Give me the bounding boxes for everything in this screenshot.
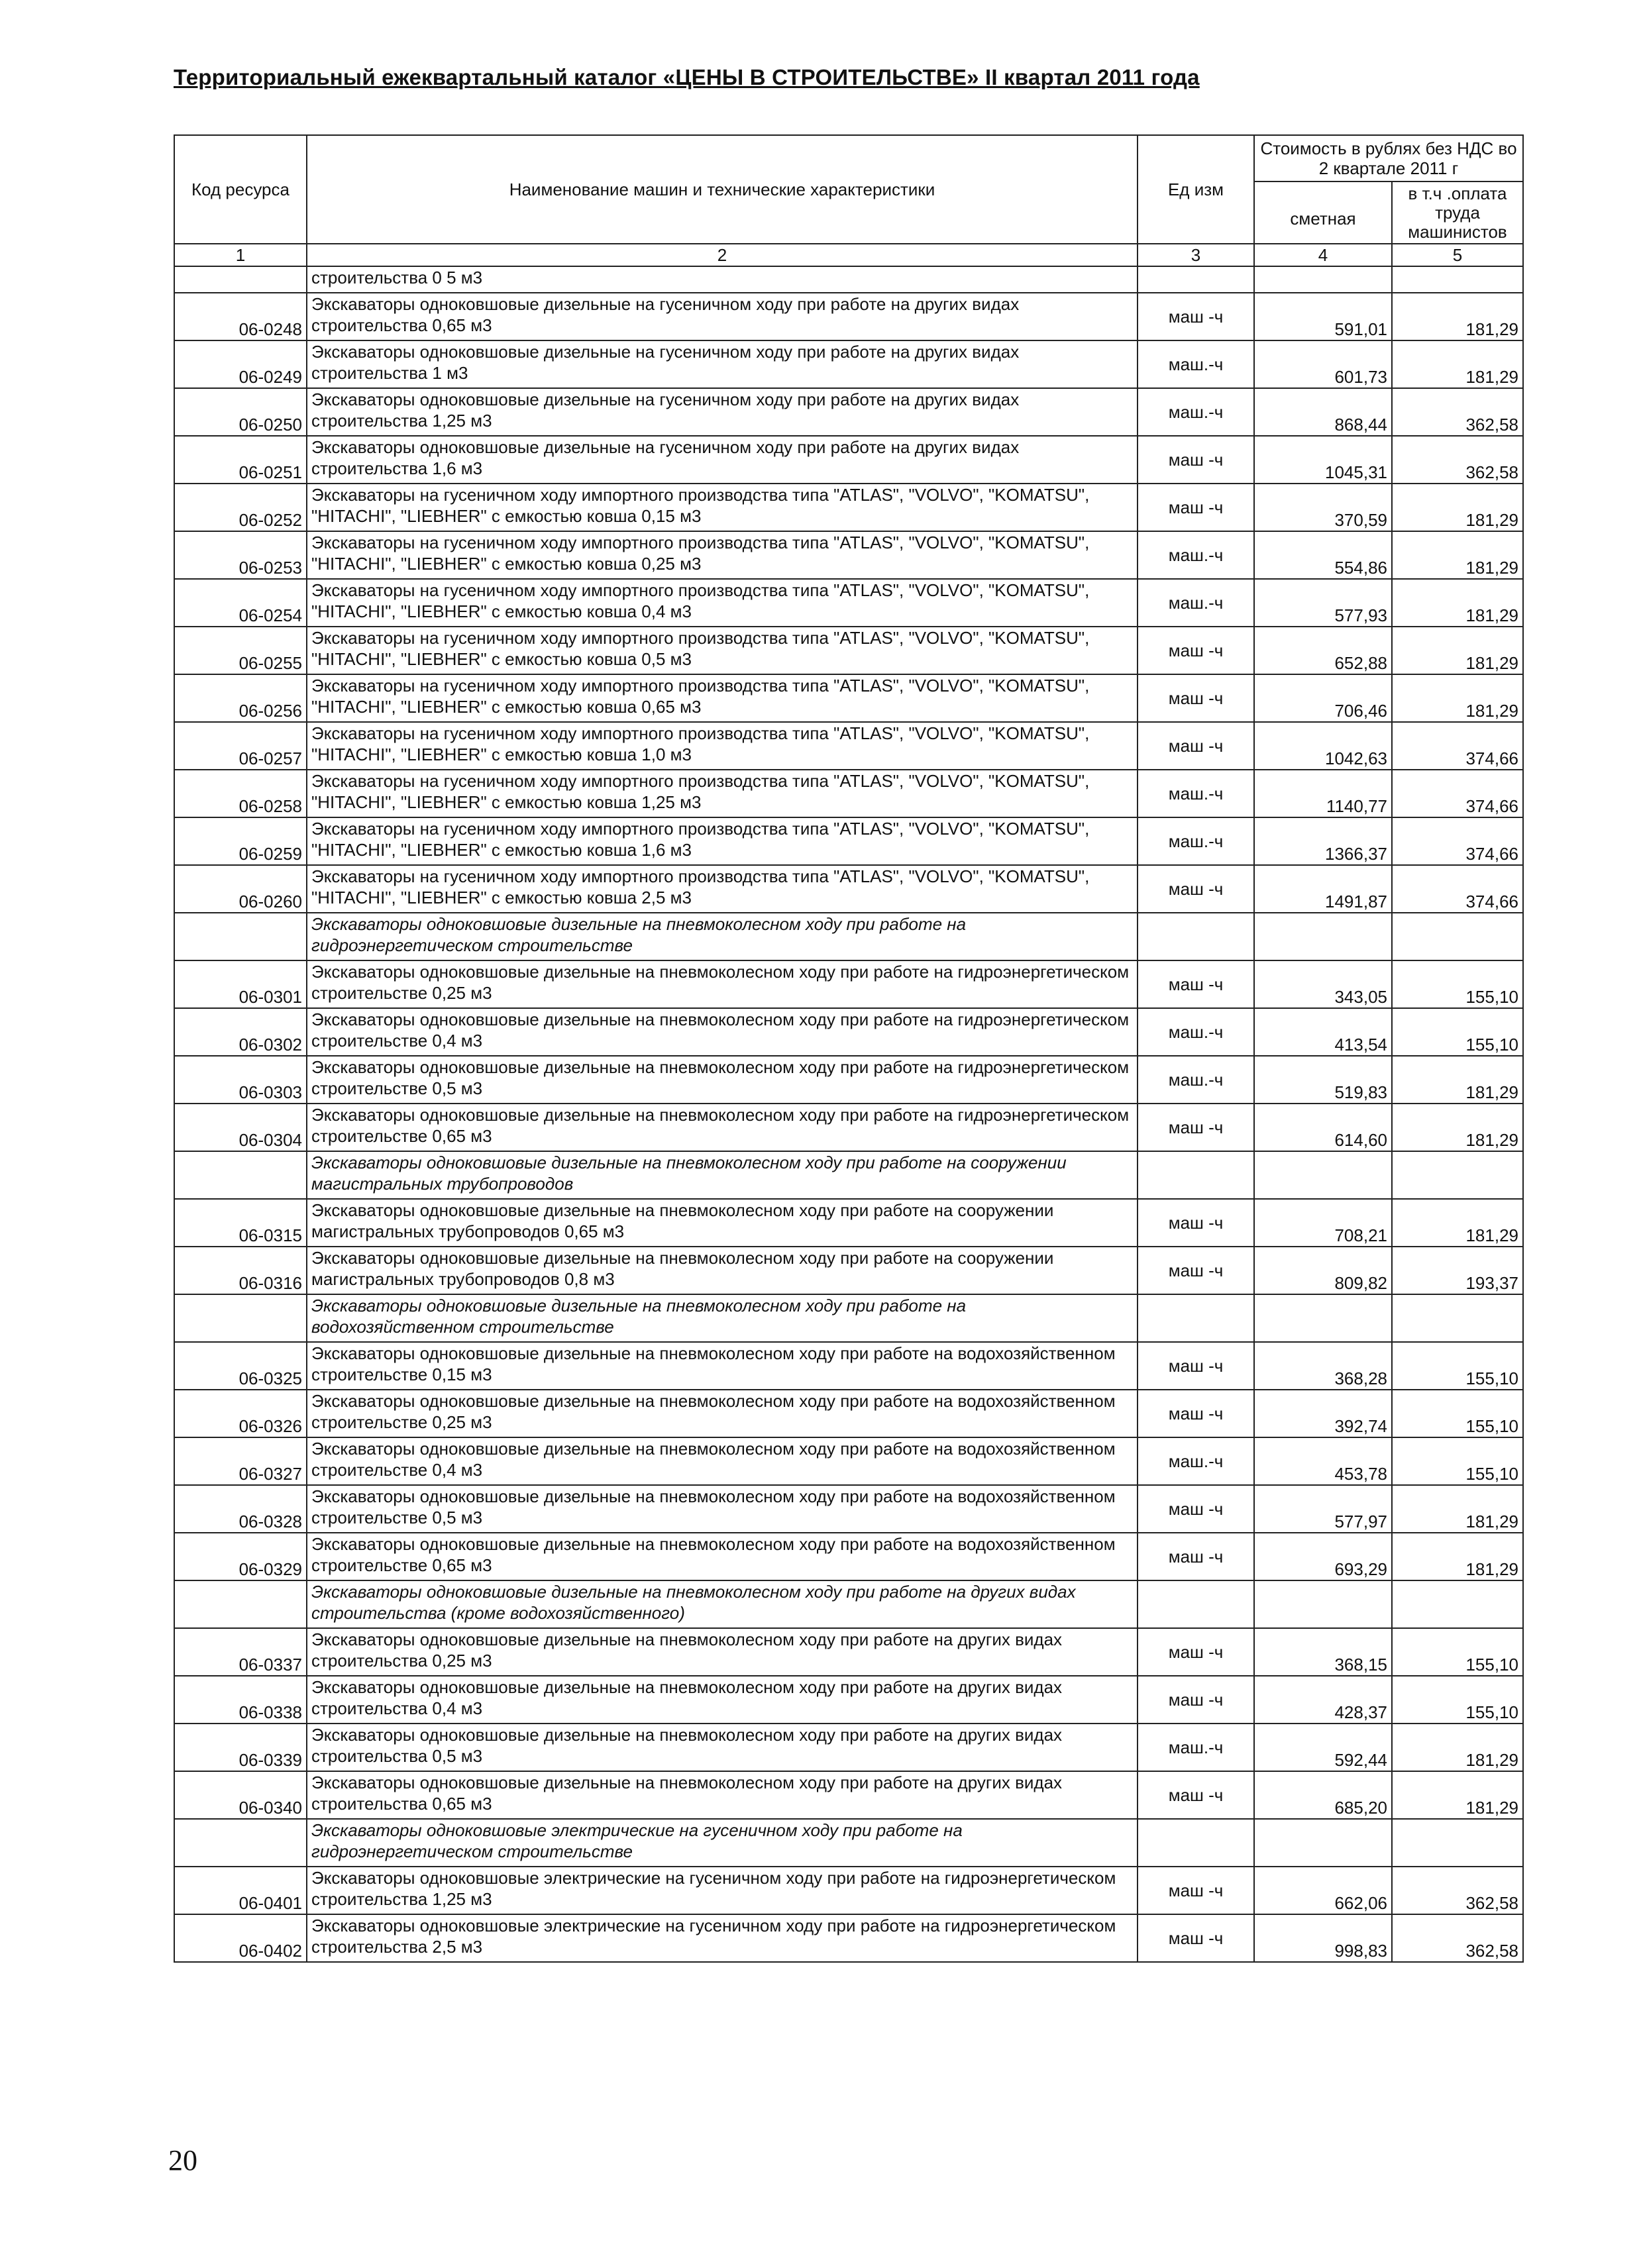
table-row bbox=[174, 484, 1523, 531]
resource-code: 06-0326 bbox=[174, 1390, 307, 1437]
machine-name: Экскаваторы одноковшовые дизельные на пневмоколесном ходу при работе на водохозяйственном строительстве 0,4 м3 bbox=[307, 1437, 1138, 1485]
table-row bbox=[174, 1247, 1523, 1294]
operator-labor-cost bbox=[1392, 1151, 1523, 1199]
resource-code: 06-0329 bbox=[174, 1533, 307, 1580]
machine-name: Экскаваторы одноковшовые дизельные на пневмоколесном ходу при работе на гидроэнергетическом строительстве 0,4 м3 bbox=[307, 1008, 1138, 1056]
operator-labor-cost bbox=[1392, 1819, 1523, 1867]
unit-of-measure bbox=[1138, 913, 1254, 960]
unit-of-measure: маш -ч bbox=[1138, 1342, 1254, 1390]
table-row bbox=[174, 293, 1523, 340]
machine-name: Экскаваторы одноковшовые электрические на гусеничном ходу при работе на гидроэнергетическом строительстве bbox=[307, 1819, 1138, 1867]
table-row bbox=[174, 1628, 1523, 1676]
operator-labor-cost: 155,10 bbox=[1392, 1008, 1523, 1056]
resource-code: 06-0251 bbox=[174, 436, 307, 484]
unit-of-measure bbox=[1138, 266, 1254, 293]
operator-labor-cost: 181,29 bbox=[1392, 579, 1523, 627]
estimate-price: 592,44 bbox=[1254, 1724, 1392, 1771]
estimate-price: 1366,37 bbox=[1254, 817, 1392, 865]
table-row bbox=[174, 1390, 1523, 1437]
table-row bbox=[174, 1342, 1523, 1390]
table-row bbox=[174, 1199, 1523, 1247]
group-heading-row bbox=[174, 1580, 1523, 1628]
operator-labor-cost: 362,58 bbox=[1392, 1914, 1523, 1962]
operator-labor-cost bbox=[1392, 1294, 1523, 1342]
operator-labor-cost: 362,58 bbox=[1392, 1867, 1523, 1914]
machine-name: Экскаваторы одноковшовые дизельные на гусеничном ходу при работе на других видах строительства 0,65 м3 bbox=[307, 293, 1138, 340]
header-cost: Стоимость в рублях без НДС во 2 квартале 2011 г bbox=[1254, 135, 1523, 181]
operator-labor-cost bbox=[1392, 266, 1523, 293]
unit-of-measure: маш -ч bbox=[1138, 1628, 1254, 1676]
operator-labor-cost: 181,29 bbox=[1392, 1056, 1523, 1104]
resource-code: 06-0315 bbox=[174, 1199, 307, 1247]
resource-code: 06-0402 bbox=[174, 1914, 307, 1962]
operator-labor-cost: 155,10 bbox=[1392, 1628, 1523, 1676]
estimate-price: 809,82 bbox=[1254, 1247, 1392, 1294]
machine-name: Экскаваторы на гусеничном ходу импортного производства типа "ATLAS", "VOLVO", "KOMATSU", "HITACHI", "LIEBHER" с емкостью ковша 0,15 м3 bbox=[307, 484, 1138, 531]
estimate-price: 693,29 bbox=[1254, 1533, 1392, 1580]
machine-name: Экскаваторы одноковшовые дизельные на пневмоколесном ходу при работе на сооружении магистральных трубопроводов bbox=[307, 1151, 1138, 1199]
unit-of-measure bbox=[1138, 1580, 1254, 1628]
estimate-price: 554,86 bbox=[1254, 531, 1392, 579]
resource-code: 06-0338 bbox=[174, 1676, 307, 1724]
machine-name: Экскаваторы одноковшовые дизельные на пневмоколесном ходу при работе на водохозяйственном строительстве 0,25 м3 bbox=[307, 1390, 1138, 1437]
estimate-price: 1045,31 bbox=[1254, 436, 1392, 484]
table-row bbox=[174, 627, 1523, 674]
table-row bbox=[174, 722, 1523, 770]
machine-name: Экскаваторы одноковшовые дизельные на пневмоколесном ходу при работе на гидроэнергетическом строительстве 0,25 м3 bbox=[307, 960, 1138, 1008]
group-heading-row bbox=[174, 1819, 1523, 1867]
estimate-price: 662,06 bbox=[1254, 1867, 1392, 1914]
table-row bbox=[174, 1437, 1523, 1485]
unit-of-measure: маш.-ч bbox=[1138, 1056, 1254, 1104]
machine-name: Экскаваторы одноковшовые дизельные на пневмоколесном ходу при работе на водохозяйственном строительстве 0,65 м3 bbox=[307, 1533, 1138, 1580]
resource-code: 06-0302 bbox=[174, 1008, 307, 1056]
operator-labor-cost bbox=[1392, 1580, 1523, 1628]
group-heading-row bbox=[174, 1151, 1523, 1199]
header-estimate: сметная bbox=[1254, 181, 1392, 244]
unit-of-measure: маш -ч bbox=[1138, 1104, 1254, 1151]
resource-code: 06-0259 bbox=[174, 817, 307, 865]
page-number: 20 bbox=[168, 2144, 197, 2177]
resource-code bbox=[174, 266, 307, 293]
machine-name: Экскаваторы на гусеничном ходу импортного производства типа "ATLAS", "VOLVO", "KOMATSU", "HITACHI", "LIEBHER" с емкостью ковша 2,5 м3 bbox=[307, 865, 1138, 913]
operator-labor-cost: 155,10 bbox=[1392, 1342, 1523, 1390]
table-row bbox=[174, 436, 1523, 484]
unit-of-measure: маш -ч bbox=[1138, 293, 1254, 340]
machine-name: Экскаваторы на гусеничном ходу импортного производства типа "ATLAS", "VOLVO", "KOMATSU", "HITACHI", "LIEBHER" с емкостью ковша 0,4 м3 bbox=[307, 579, 1138, 627]
header-labor: в т.ч .оплата труда машинистов bbox=[1392, 181, 1523, 244]
machine-name: Экскаваторы одноковшовые дизельные на пневмоколесном ходу при работе на гидроэнергетическом строительстве bbox=[307, 913, 1138, 960]
estimate-price bbox=[1254, 1580, 1392, 1628]
table-row bbox=[174, 817, 1523, 865]
estimate-price: 577,97 bbox=[1254, 1485, 1392, 1533]
operator-labor-cost: 181,29 bbox=[1392, 674, 1523, 722]
table-row bbox=[174, 1724, 1523, 1771]
estimate-price bbox=[1254, 1294, 1392, 1342]
operator-labor-cost: 181,29 bbox=[1392, 484, 1523, 531]
machine-name: Экскаваторы на гусеничном ходу импортного производства типа "ATLAS", "VOLVO", "KOMATSU", "HITACHI", "LIEBHER" с емкостью ковша 0,25 м3 bbox=[307, 531, 1138, 579]
operator-labor-cost: 181,29 bbox=[1392, 627, 1523, 674]
unit-of-measure: маш -ч bbox=[1138, 1247, 1254, 1294]
table-row bbox=[174, 770, 1523, 817]
machine-name: Экскаваторы одноковшовые дизельные на пневмоколесном ходу при работе на водохозяйственном строительстве bbox=[307, 1294, 1138, 1342]
estimate-price: 577,93 bbox=[1254, 579, 1392, 627]
resource-code: 06-0337 bbox=[174, 1628, 307, 1676]
machine-name: Экскаваторы одноковшовые дизельные на гусеничном ходу при работе на других видах строительства 1,25 м3 bbox=[307, 388, 1138, 436]
machine-name: Экскаваторы одноковшовые дизельные на пневмоколесном ходу при работе на гидроэнергетическом строительстве 0,65 м3 bbox=[307, 1104, 1138, 1151]
machine-name: строительства 0 5 м3 bbox=[307, 266, 1138, 293]
machine-name: Экскаваторы одноковшовые дизельные на пневмоколесном ходу при работе на водохозяйственном строительстве 0,15 м3 bbox=[307, 1342, 1138, 1390]
estimate-price: 614,60 bbox=[1254, 1104, 1392, 1151]
machine-name: Экскаваторы на гусеничном ходу импортного производства типа "ATLAS", "VOLVO", "KOMATSU", "HITACHI", "LIEBHER" с емкостью ковша 1,25 м3 bbox=[307, 770, 1138, 817]
operator-labor-cost: 374,66 bbox=[1392, 817, 1523, 865]
resource-code: 06-0303 bbox=[174, 1056, 307, 1104]
operator-labor-cost: 155,10 bbox=[1392, 1390, 1523, 1437]
unit-of-measure: маш.-ч bbox=[1138, 1437, 1254, 1485]
table-row bbox=[174, 1533, 1523, 1580]
price-table bbox=[174, 134, 1524, 1963]
estimate-price: 868,44 bbox=[1254, 388, 1392, 436]
operator-labor-cost: 181,29 bbox=[1392, 1199, 1523, 1247]
table-row bbox=[174, 865, 1523, 913]
unit-of-measure: маш.-ч bbox=[1138, 1008, 1254, 1056]
table-row bbox=[174, 531, 1523, 579]
resource-code: 06-0339 bbox=[174, 1724, 307, 1771]
estimate-price: 368,28 bbox=[1254, 1342, 1392, 1390]
machine-name: Экскаваторы одноковшовые дизельные на пневмоколесном ходу при работе на гидроэнергетическом строительстве 0,5 м3 bbox=[307, 1056, 1138, 1104]
estimate-price bbox=[1254, 1819, 1392, 1867]
unit-of-measure: маш -ч bbox=[1138, 1485, 1254, 1533]
estimate-price: 1491,87 bbox=[1254, 865, 1392, 913]
machine-name: Экскаваторы одноковшовые дизельные на пневмоколесном ходу при работе на других видах строительства (кроме водохозяйственного) bbox=[307, 1580, 1138, 1628]
resource-code: 06-0304 bbox=[174, 1104, 307, 1151]
operator-labor-cost: 181,29 bbox=[1392, 1533, 1523, 1580]
table-row bbox=[174, 1914, 1523, 1962]
unit-of-measure: маш -ч bbox=[1138, 960, 1254, 1008]
resource-code: 06-0301 bbox=[174, 960, 307, 1008]
machine-name: Экскаваторы одноковшовые дизельные на пневмоколесном ходу при работе на других видах строительства 0,65 м3 bbox=[307, 1771, 1138, 1819]
machine-name: Экскаваторы одноковшовые дизельные на пневмоколесном ходу при работе на водохозяйственном строительстве 0,5 м3 bbox=[307, 1485, 1138, 1533]
operator-labor-cost: 193,37 bbox=[1392, 1247, 1523, 1294]
machine-name: Экскаваторы на гусеничном ходу импортного производства типа "ATLAS", "VOLVO", "KOMATSU", "HITACHI", "LIEBHER" с емкостью ковша 0,5 м3 bbox=[307, 627, 1138, 674]
unit-of-measure: маш.-ч bbox=[1138, 817, 1254, 865]
estimate-price: 601,73 bbox=[1254, 340, 1392, 388]
machine-name: Экскаваторы одноковшовые дизельные на гусеничном ходу при работе на других видах строительства 1 м3 bbox=[307, 340, 1138, 388]
resource-code: 06-0254 bbox=[174, 579, 307, 627]
estimate-price: 998,83 bbox=[1254, 1914, 1392, 1962]
operator-labor-cost: 155,10 bbox=[1392, 960, 1523, 1008]
unit-of-measure: маш.-ч bbox=[1138, 531, 1254, 579]
resource-code: 06-0248 bbox=[174, 293, 307, 340]
machine-name: Экскаваторы одноковшовые дизельные на пневмоколесном ходу при работе на сооружении магистральных трубопроводов 0,8 м3 bbox=[307, 1247, 1138, 1294]
column-number: 5 bbox=[1392, 244, 1523, 266]
estimate-price: 708,21 bbox=[1254, 1199, 1392, 1247]
unit-of-measure: маш.-ч bbox=[1138, 340, 1254, 388]
column-number: 3 bbox=[1138, 244, 1254, 266]
table-header bbox=[174, 135, 1523, 266]
resource-code: 06-0327 bbox=[174, 1437, 307, 1485]
operator-labor-cost: 181,29 bbox=[1392, 531, 1523, 579]
unit-of-measure: маш -ч bbox=[1138, 1676, 1254, 1724]
resource-code: 06-0316 bbox=[174, 1247, 307, 1294]
machine-name: Экскаваторы одноковшовые электрические на гусеничном ходу при работе на гидроэнергетическом строительства 1,25 м3 bbox=[307, 1867, 1138, 1914]
operator-labor-cost: 181,29 bbox=[1392, 340, 1523, 388]
estimate-price: 685,20 bbox=[1254, 1771, 1392, 1819]
resource-code: 06-0256 bbox=[174, 674, 307, 722]
unit-of-measure: маш -ч bbox=[1138, 722, 1254, 770]
machine-name: Экскаваторы на гусеничном ходу импортного производства типа "ATLAS", "VOLVO", "KOMATSU", "HITACHI", "LIEBHER" с емкостью ковша 1,0 м3 bbox=[307, 722, 1138, 770]
table-row bbox=[174, 1485, 1523, 1533]
estimate-price: 519,83 bbox=[1254, 1056, 1392, 1104]
operator-labor-cost: 155,10 bbox=[1392, 1437, 1523, 1485]
resource-code: 06-0249 bbox=[174, 340, 307, 388]
resource-code bbox=[174, 913, 307, 960]
unit-of-measure: маш -ч bbox=[1138, 1867, 1254, 1914]
operator-labor-cost: 374,66 bbox=[1392, 770, 1523, 817]
table-row bbox=[174, 340, 1523, 388]
resource-code bbox=[174, 1294, 307, 1342]
resource-code: 06-0328 bbox=[174, 1485, 307, 1533]
estimate-price bbox=[1254, 266, 1392, 293]
header-code: Код ресурса bbox=[174, 135, 307, 244]
unit-of-measure: маш -ч bbox=[1138, 484, 1254, 531]
table-row bbox=[174, 1056, 1523, 1104]
unit-of-measure: маш -ч bbox=[1138, 436, 1254, 484]
machine-name: Экскаваторы на гусеничном ходу импортного производства типа "ATLAS", "VOLVO", "KOMATSU", "HITACHI", "LIEBHER" с емкостью ковша 1,6 м3 bbox=[307, 817, 1138, 865]
estimate-price: 428,37 bbox=[1254, 1676, 1392, 1724]
table-row bbox=[174, 388, 1523, 436]
operator-labor-cost: 181,29 bbox=[1392, 1485, 1523, 1533]
operator-labor-cost: 155,10 bbox=[1392, 1676, 1523, 1724]
operator-labor-cost: 181,29 bbox=[1392, 1724, 1523, 1771]
machine-name: Экскаваторы одноковшовые дизельные на пневмоколесном ходу при работе на других видах строительства 0,25 м3 bbox=[307, 1628, 1138, 1676]
table-row bbox=[174, 960, 1523, 1008]
column-number: 2 bbox=[307, 244, 1138, 266]
unit-of-measure bbox=[1138, 1819, 1254, 1867]
page-header: Территориальный ежеквартальный каталог «ЦЕНЫ В СТРОИТЕЛЬСТВЕ» II квартал 2011 года bbox=[174, 65, 1200, 89]
unit-of-measure: маш -ч bbox=[1138, 1533, 1254, 1580]
table-row bbox=[174, 1676, 1523, 1724]
operator-labor-cost: 374,66 bbox=[1392, 722, 1523, 770]
operator-labor-cost: 362,58 bbox=[1392, 436, 1523, 484]
operator-labor-cost bbox=[1392, 913, 1523, 960]
operator-labor-cost: 374,66 bbox=[1392, 865, 1523, 913]
table-row bbox=[174, 1867, 1523, 1914]
estimate-price: 392,74 bbox=[1254, 1390, 1392, 1437]
unit-of-measure: маш -ч bbox=[1138, 865, 1254, 913]
estimate-price bbox=[1254, 913, 1392, 960]
estimate-price: 706,46 bbox=[1254, 674, 1392, 722]
unit-of-measure: маш -ч bbox=[1138, 627, 1254, 674]
machine-name: Экскаваторы на гусеничном ходу импортного производства типа "ATLAS", "VOLVO", "KOMATSU", "HITACHI", "LIEBHER" с емкостью ковша 0,65 м3 bbox=[307, 674, 1138, 722]
estimate-price: 413,54 bbox=[1254, 1008, 1392, 1056]
machine-name: Экскаваторы одноковшовые дизельные на пневмоколесном ходу при работе на сооружении магистральных трубопроводов 0,65 м3 bbox=[307, 1199, 1138, 1247]
unit-of-measure: маш -ч bbox=[1138, 674, 1254, 722]
operator-labor-cost: 181,29 bbox=[1392, 1104, 1523, 1151]
resource-code: 06-0340 bbox=[174, 1771, 307, 1819]
operator-labor-cost: 181,29 bbox=[1392, 293, 1523, 340]
unit-of-measure bbox=[1138, 1151, 1254, 1199]
column-numbers-row bbox=[174, 244, 1523, 266]
resource-code: 06-0258 bbox=[174, 770, 307, 817]
estimate-price bbox=[1254, 1151, 1392, 1199]
resource-code bbox=[174, 1819, 307, 1867]
resource-code: 06-0250 bbox=[174, 388, 307, 436]
header-name: Наименование машин и технические характеристики bbox=[307, 135, 1138, 244]
table-row bbox=[174, 579, 1523, 627]
resource-code: 06-0401 bbox=[174, 1867, 307, 1914]
resource-code: 06-0257 bbox=[174, 722, 307, 770]
estimate-price: 453,78 bbox=[1254, 1437, 1392, 1485]
table-row bbox=[174, 674, 1523, 722]
unit-of-measure: маш.-ч bbox=[1138, 770, 1254, 817]
group-heading-row bbox=[174, 913, 1523, 960]
estimate-price: 1042,63 bbox=[1254, 722, 1392, 770]
table-row bbox=[174, 1104, 1523, 1151]
resource-code: 06-0260 bbox=[174, 865, 307, 913]
estimate-price: 343,05 bbox=[1254, 960, 1392, 1008]
column-number: 4 bbox=[1254, 244, 1392, 266]
estimate-price: 1140,77 bbox=[1254, 770, 1392, 817]
table-body bbox=[174, 266, 1523, 1962]
resource-code: 06-0255 bbox=[174, 627, 307, 674]
unit-of-measure: маш -ч bbox=[1138, 1914, 1254, 1962]
machine-name: Экскаваторы одноковшовые дизельные на пневмоколесном ходу при работе на других видах строительства 0,5 м3 bbox=[307, 1724, 1138, 1771]
unit-of-measure: маш.-ч bbox=[1138, 1724, 1254, 1771]
unit-of-measure bbox=[1138, 1294, 1254, 1342]
estimate-price: 652,88 bbox=[1254, 627, 1392, 674]
unit-of-measure: маш.-ч bbox=[1138, 579, 1254, 627]
unit-of-measure: маш -ч bbox=[1138, 1771, 1254, 1819]
unit-of-measure: маш -ч bbox=[1138, 1390, 1254, 1437]
operator-labor-cost: 362,58 bbox=[1392, 388, 1523, 436]
resource-code bbox=[174, 1580, 307, 1628]
estimate-price: 591,01 bbox=[1254, 293, 1392, 340]
operator-labor-cost: 181,29 bbox=[1392, 1771, 1523, 1819]
resource-code: 06-0252 bbox=[174, 484, 307, 531]
group-heading-row bbox=[174, 1294, 1523, 1342]
table-row bbox=[174, 1771, 1523, 1819]
table-row bbox=[174, 266, 1523, 293]
resource-code: 06-0253 bbox=[174, 531, 307, 579]
resource-code: 06-0325 bbox=[174, 1342, 307, 1390]
table-row bbox=[174, 1008, 1523, 1056]
machine-name: Экскаваторы одноковшовые дизельные на пневмоколесном ходу при работе на других видах строительства 0,4 м3 bbox=[307, 1676, 1138, 1724]
unit-of-measure: маш -ч bbox=[1138, 1199, 1254, 1247]
resource-code bbox=[174, 1151, 307, 1199]
machine-name: Экскаваторы одноковшовые дизельные на гусеничном ходу при работе на других видах строительства 1,6 м3 bbox=[307, 436, 1138, 484]
header-unit: Ед изм bbox=[1138, 135, 1254, 244]
estimate-price: 368,15 bbox=[1254, 1628, 1392, 1676]
machine-name: Экскаваторы одноковшовые электрические на гусеничном ходу при работе на гидроэнергетическом строительства 2,5 м3 bbox=[307, 1914, 1138, 1962]
estimate-price: 370,59 bbox=[1254, 484, 1392, 531]
column-number: 1 bbox=[174, 244, 307, 266]
unit-of-measure: маш.-ч bbox=[1138, 388, 1254, 436]
